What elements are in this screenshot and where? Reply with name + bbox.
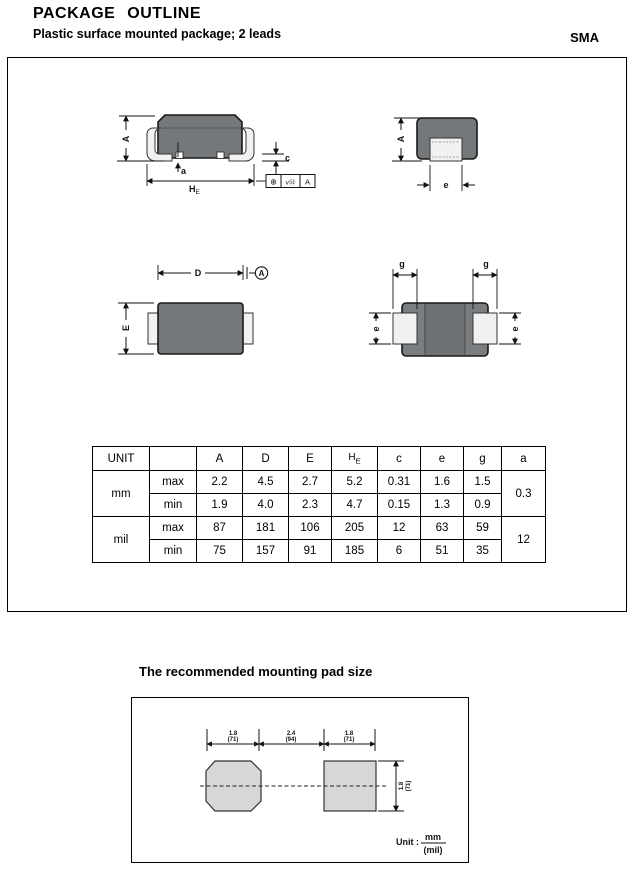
bottom-pad-right bbox=[473, 313, 497, 344]
dim-D bbox=[158, 265, 243, 280]
table-cell: 106 bbox=[289, 517, 332, 540]
col-header-blank bbox=[150, 447, 197, 471]
table-cell: 5.2 bbox=[332, 471, 378, 494]
col-header-a: a bbox=[502, 447, 546, 471]
col-header-c: c bbox=[378, 447, 421, 471]
dim-g-right bbox=[473, 259, 497, 309]
package-views-svg bbox=[8, 58, 626, 448]
col-header-g: g bbox=[464, 447, 502, 471]
table-cell: 75 bbox=[197, 540, 243, 563]
dim-pad-left-mil: (71) bbox=[227, 737, 239, 743]
dim-label-g: g bbox=[399, 259, 405, 269]
unit-label: Unit : bbox=[396, 837, 419, 847]
dim-g-left bbox=[393, 259, 417, 309]
frame-tolerance-value: vⓂ bbox=[285, 179, 296, 187]
table-cell: 4.5 bbox=[243, 471, 289, 494]
dim-label-c: c bbox=[285, 153, 291, 163]
table-cell: 0.9 bbox=[464, 494, 502, 517]
dim-label-e: e bbox=[371, 326, 381, 332]
table-cell: 12 bbox=[378, 517, 421, 540]
end-lead bbox=[430, 138, 462, 161]
col-header-D: D bbox=[243, 447, 289, 471]
bottom-pad-left bbox=[393, 313, 417, 344]
table-cell: 59 bbox=[464, 517, 502, 540]
table-cell: 35 bbox=[464, 540, 502, 563]
outline-drawing-box bbox=[7, 57, 627, 612]
page-title: PACKAGE OUTLINE bbox=[33, 5, 201, 22]
side-view bbox=[117, 115, 315, 196]
table-cell: 0.31 bbox=[378, 471, 421, 494]
table-cell: 91 bbox=[289, 540, 332, 563]
dim-label-D: D bbox=[194, 268, 202, 278]
unit-mm: mm bbox=[93, 471, 150, 517]
datum-A-callout bbox=[247, 267, 268, 279]
dim-label-e: e bbox=[510, 326, 520, 332]
frame-symbol-position: ⊕ bbox=[270, 177, 277, 187]
limit-label: min bbox=[150, 494, 197, 517]
table-row bbox=[93, 517, 546, 540]
table-cell: 2.7 bbox=[289, 471, 332, 494]
frame-datum-ref: A bbox=[304, 177, 311, 187]
table-cell: 0.15 bbox=[378, 494, 421, 517]
mounting-pad-box bbox=[131, 697, 469, 863]
mounting-pad-title: The recommended mounting pad size bbox=[139, 664, 373, 679]
table-cell: 2.2 bbox=[197, 471, 243, 494]
unit-denominator: (mil) bbox=[423, 845, 443, 855]
dim-HE bbox=[147, 164, 254, 196]
limit-label: min bbox=[150, 540, 197, 563]
table-cell: 1.9 bbox=[197, 494, 243, 517]
dim-gap-mm: 2.4 bbox=[286, 731, 296, 737]
table-cell: 12 bbox=[502, 517, 546, 563]
package-name: SMA bbox=[570, 30, 599, 45]
dim-pad-height-mil: (71) bbox=[406, 780, 412, 792]
dim-label-HE-sub: E bbox=[195, 189, 200, 196]
dim-label-g: g bbox=[483, 259, 489, 269]
top-view bbox=[118, 265, 268, 354]
tolerance-frame bbox=[256, 175, 315, 188]
col-header-e: e bbox=[421, 447, 464, 471]
table-cell: 6 bbox=[378, 540, 421, 563]
mounting-pad-svg bbox=[132, 698, 468, 862]
table-cell: 4.0 bbox=[243, 494, 289, 517]
dim-label-A: A bbox=[121, 135, 131, 143]
col-header-E: E bbox=[289, 447, 332, 471]
table-row bbox=[93, 540, 546, 563]
table-cell: 185 bbox=[332, 540, 378, 563]
bottom-view bbox=[369, 259, 521, 356]
dim-pad-right-mm: 1.8 bbox=[344, 731, 354, 737]
right-tab bbox=[243, 313, 253, 344]
pad-dimensions-top bbox=[207, 729, 375, 751]
left-tab bbox=[148, 313, 158, 344]
table-cell: 63 bbox=[421, 517, 464, 540]
body-notch bbox=[176, 152, 183, 159]
col-header-HE-sub: E bbox=[355, 456, 361, 466]
dim-pad-right-mil: (71) bbox=[343, 737, 355, 743]
table-cell: 1.6 bbox=[421, 471, 464, 494]
table-cell: 157 bbox=[243, 540, 289, 563]
dim-label-a: a bbox=[181, 166, 187, 176]
table-cell: 87 bbox=[197, 517, 243, 540]
table-cell: 181 bbox=[243, 517, 289, 540]
page-subtitle: Plastic surface mounted package; 2 leads bbox=[33, 27, 282, 41]
table-row bbox=[93, 494, 546, 517]
table-row bbox=[93, 471, 546, 494]
dim-pad-left-mm: 1.8 bbox=[228, 731, 238, 737]
datum-letter: A bbox=[258, 269, 265, 278]
dim-label-A: A bbox=[396, 135, 406, 143]
table-cell: 1.5 bbox=[464, 471, 502, 494]
table-cell: 51 bbox=[421, 540, 464, 563]
col-header-HE-main: H bbox=[348, 452, 356, 464]
table-cell: 0.3 bbox=[502, 471, 546, 517]
unit-numerator: mm bbox=[424, 832, 442, 842]
limit-label: max bbox=[150, 517, 197, 540]
end-view bbox=[392, 118, 477, 191]
dim-e-right bbox=[499, 313, 521, 344]
dim-label-E: E bbox=[121, 324, 131, 332]
dim-gap-mil: (94) bbox=[285, 737, 297, 743]
body-notch bbox=[217, 152, 224, 159]
table-cell: 205 bbox=[332, 517, 378, 540]
col-header-HE bbox=[332, 447, 378, 471]
dim-e-end bbox=[417, 165, 475, 191]
dim-e-left bbox=[369, 313, 391, 344]
unit-note bbox=[396, 832, 446, 855]
dim-label-HE-main: H bbox=[189, 184, 196, 194]
unit-mil: mil bbox=[93, 517, 150, 563]
dim-label-e: e bbox=[443, 180, 449, 190]
table-cell: 1.3 bbox=[421, 494, 464, 517]
table-cell: 2.3 bbox=[289, 494, 332, 517]
table-cell: 4.7 bbox=[332, 494, 378, 517]
package-body-side bbox=[158, 115, 242, 158]
dimension-table bbox=[92, 446, 546, 563]
package-body-top bbox=[158, 303, 243, 354]
limit-label: max bbox=[150, 471, 197, 494]
dim-label-HE bbox=[189, 184, 201, 196]
col-header-unit: UNIT bbox=[93, 447, 150, 471]
col-header-A: A bbox=[197, 447, 243, 471]
dim-pad-height-mm: 1.8 bbox=[399, 781, 405, 791]
dim-c bbox=[262, 142, 290, 174]
